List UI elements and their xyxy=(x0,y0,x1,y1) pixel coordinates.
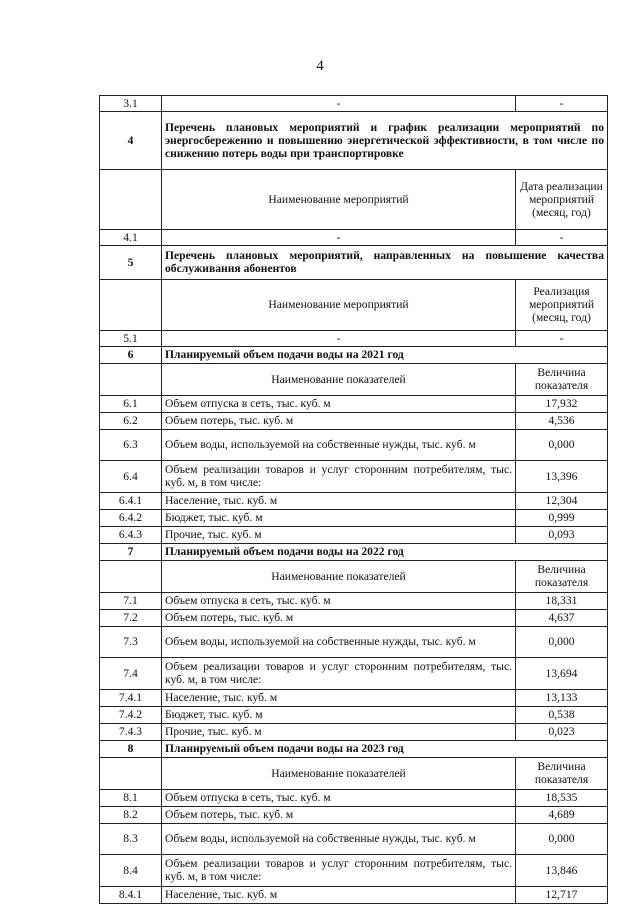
column-header-value: Реализация мероприятий (месяц, год) xyxy=(516,279,608,330)
row-name: Объем потерь, тыс. куб. м xyxy=(162,806,516,823)
column-header-row xyxy=(100,169,608,229)
row-number: 3.1 xyxy=(100,96,162,112)
row-value: 4,637 xyxy=(516,609,608,626)
row-number: 6.4.1 xyxy=(100,492,162,509)
table-row xyxy=(100,229,608,245)
column-header-value: Величина показателя xyxy=(516,757,608,789)
row-name: Прочие, тыс. куб. м xyxy=(162,526,516,543)
row-number-empty xyxy=(100,279,162,330)
row-number: 6.1 xyxy=(100,395,162,412)
row-number: 6.2 xyxy=(100,412,162,429)
row-value: 18,535 xyxy=(516,789,608,806)
row-name: Население, тыс. куб. м xyxy=(162,886,516,903)
row-number: 8.3 xyxy=(100,823,162,854)
row-name: Объем реализации товаров и услуг сторонним потребителям, тыс. куб. м, в том числе: xyxy=(162,460,516,492)
row-name: Бюджет, тыс. куб. м xyxy=(162,509,516,526)
section-title: Перечень плановых мероприятий и график реализации мероприятий по энергосбережению и повышению энергетической эффективности, в том числе по снижению потерь воды при транспортировке xyxy=(162,111,608,169)
table-row xyxy=(100,854,608,886)
row-value: 13,396 xyxy=(516,460,608,492)
table-row xyxy=(100,96,608,112)
table-row xyxy=(100,723,608,740)
row-number: 8.1 xyxy=(100,789,162,806)
row-name: Объем воды, используемой на собственные нужды, тыс. куб. м xyxy=(162,429,516,460)
row-number-empty xyxy=(100,363,162,395)
section-number: 8 xyxy=(100,740,162,757)
table-row xyxy=(100,509,608,526)
row-value: - xyxy=(516,229,608,245)
section-title: Планируемый объем подачи воды на 2023 год xyxy=(162,740,608,757)
row-number: 7.2 xyxy=(100,609,162,626)
table-row xyxy=(100,429,608,460)
column-header-row xyxy=(100,363,608,395)
table-row xyxy=(100,609,608,626)
section-title-row xyxy=(100,111,608,169)
row-name: Объем потерь, тыс. куб. м xyxy=(162,609,516,626)
section-title: Планируемый объем подачи воды на 2021 год xyxy=(162,346,608,363)
row-number-empty xyxy=(100,757,162,789)
column-header-name: Наименование мероприятий xyxy=(162,279,516,330)
row-value: 12,717 xyxy=(516,886,608,903)
row-number: 8.2 xyxy=(100,806,162,823)
column-header-row xyxy=(100,757,608,789)
row-number: 8.4.1 xyxy=(100,886,162,903)
column-header-value: Величина показателя xyxy=(516,363,608,395)
section-title-row xyxy=(100,245,608,279)
row-value: 13,694 xyxy=(516,657,608,689)
table-row xyxy=(100,460,608,492)
row-value: 0,023 xyxy=(516,723,608,740)
table-row xyxy=(100,886,608,903)
row-number: 8.4 xyxy=(100,854,162,886)
row-value: - xyxy=(516,96,608,112)
row-number: 7.4.1 xyxy=(100,689,162,706)
row-name: Объем потерь, тыс. куб. м xyxy=(162,412,516,429)
row-value: 4,689 xyxy=(516,806,608,823)
row-value: 0,538 xyxy=(516,706,608,723)
table-row xyxy=(100,492,608,509)
row-name: Объем отпуска в сеть, тыс. куб. м xyxy=(162,592,516,609)
row-number-empty xyxy=(100,560,162,592)
row-value: 0,093 xyxy=(516,526,608,543)
row-number: 4.1 xyxy=(100,229,162,245)
row-value: - xyxy=(516,330,608,346)
row-name: Объем воды, используемой на собственные нужды, тыс. куб. м xyxy=(162,823,516,854)
table-row xyxy=(100,395,608,412)
row-value: 17,932 xyxy=(516,395,608,412)
page-number: 4 xyxy=(316,58,324,74)
table-row xyxy=(100,689,608,706)
column-header-value: Дата реализации мероприятий (месяц, год) xyxy=(516,169,608,229)
table-row xyxy=(100,330,608,346)
column-header-value: Величина показателя xyxy=(516,560,608,592)
row-name: - xyxy=(162,330,516,346)
section-number: 6 xyxy=(100,346,162,363)
table-row xyxy=(100,706,608,723)
row-value: 0,000 xyxy=(516,626,608,657)
row-number: 6.3 xyxy=(100,429,162,460)
row-number: 7.4.3 xyxy=(100,723,162,740)
table-row xyxy=(100,823,608,854)
row-name: - xyxy=(162,96,516,112)
row-value: 13,846 xyxy=(516,854,608,886)
column-header-name: Наименование показателей xyxy=(162,757,516,789)
column-header-row xyxy=(100,560,608,592)
table-row xyxy=(100,657,608,689)
row-name: Население, тыс. куб. м xyxy=(162,492,516,509)
row-number: 7.4.2 xyxy=(100,706,162,723)
row-name: Бюджет, тыс. куб. м xyxy=(162,706,516,723)
table-row xyxy=(100,526,608,543)
table-row xyxy=(100,789,608,806)
row-name: Объем воды, используемой на собственные нужды, тыс. куб. м xyxy=(162,626,516,657)
table-row xyxy=(100,626,608,657)
column-header-name: Наименование показателей xyxy=(162,560,516,592)
section-number: 4 xyxy=(100,111,162,169)
row-value: 0,999 xyxy=(516,509,608,526)
row-number: 5.1 xyxy=(100,330,162,346)
row-name: - xyxy=(162,229,516,245)
row-value: 12,304 xyxy=(516,492,608,509)
row-name: Население, тыс. куб. м xyxy=(162,689,516,706)
column-header-name: Наименование мероприятий xyxy=(162,169,516,229)
table-row xyxy=(100,592,608,609)
row-number: 7.3 xyxy=(100,626,162,657)
section-title-row xyxy=(100,346,608,363)
table-row xyxy=(100,806,608,823)
plan-table xyxy=(99,95,608,904)
row-value: 13,133 xyxy=(516,689,608,706)
section-title: Планируемый объем подачи воды на 2022 год xyxy=(162,543,608,560)
row-number: 6.4.2 xyxy=(100,509,162,526)
row-name: Объем отпуска в сеть, тыс. куб. м xyxy=(162,789,516,806)
row-value: 4,536 xyxy=(516,412,608,429)
section-title-row xyxy=(100,740,608,757)
row-value: 18,331 xyxy=(516,592,608,609)
row-number: 6.4 xyxy=(100,460,162,492)
column-header-row xyxy=(100,279,608,330)
row-number: 7.1 xyxy=(100,592,162,609)
plan-table-body xyxy=(100,96,608,904)
row-name: Объем отпуска в сеть, тыс. куб. м xyxy=(162,395,516,412)
section-number: 5 xyxy=(100,245,162,279)
row-number: 7.4 xyxy=(100,657,162,689)
section-number: 7 xyxy=(100,543,162,560)
row-number-empty xyxy=(100,169,162,229)
row-name: Объем реализации товаров и услуг сторонним потребителям, тыс. куб. м, в том числе: xyxy=(162,854,516,886)
table-row xyxy=(100,412,608,429)
column-header-name: Наименование показателей xyxy=(162,363,516,395)
row-number: 6.4.3 xyxy=(100,526,162,543)
row-value: 0,000 xyxy=(516,823,608,854)
row-name: Прочие, тыс. куб. м xyxy=(162,723,516,740)
row-name: Объем реализации товаров и услуг сторонним потребителям, тыс. куб. м, в том числе: xyxy=(162,657,516,689)
section-title: Перечень плановых мероприятий, направленных на повышение качества обслуживания абонентов xyxy=(162,245,608,279)
row-value: 0,000 xyxy=(516,429,608,460)
section-title-row xyxy=(100,543,608,560)
